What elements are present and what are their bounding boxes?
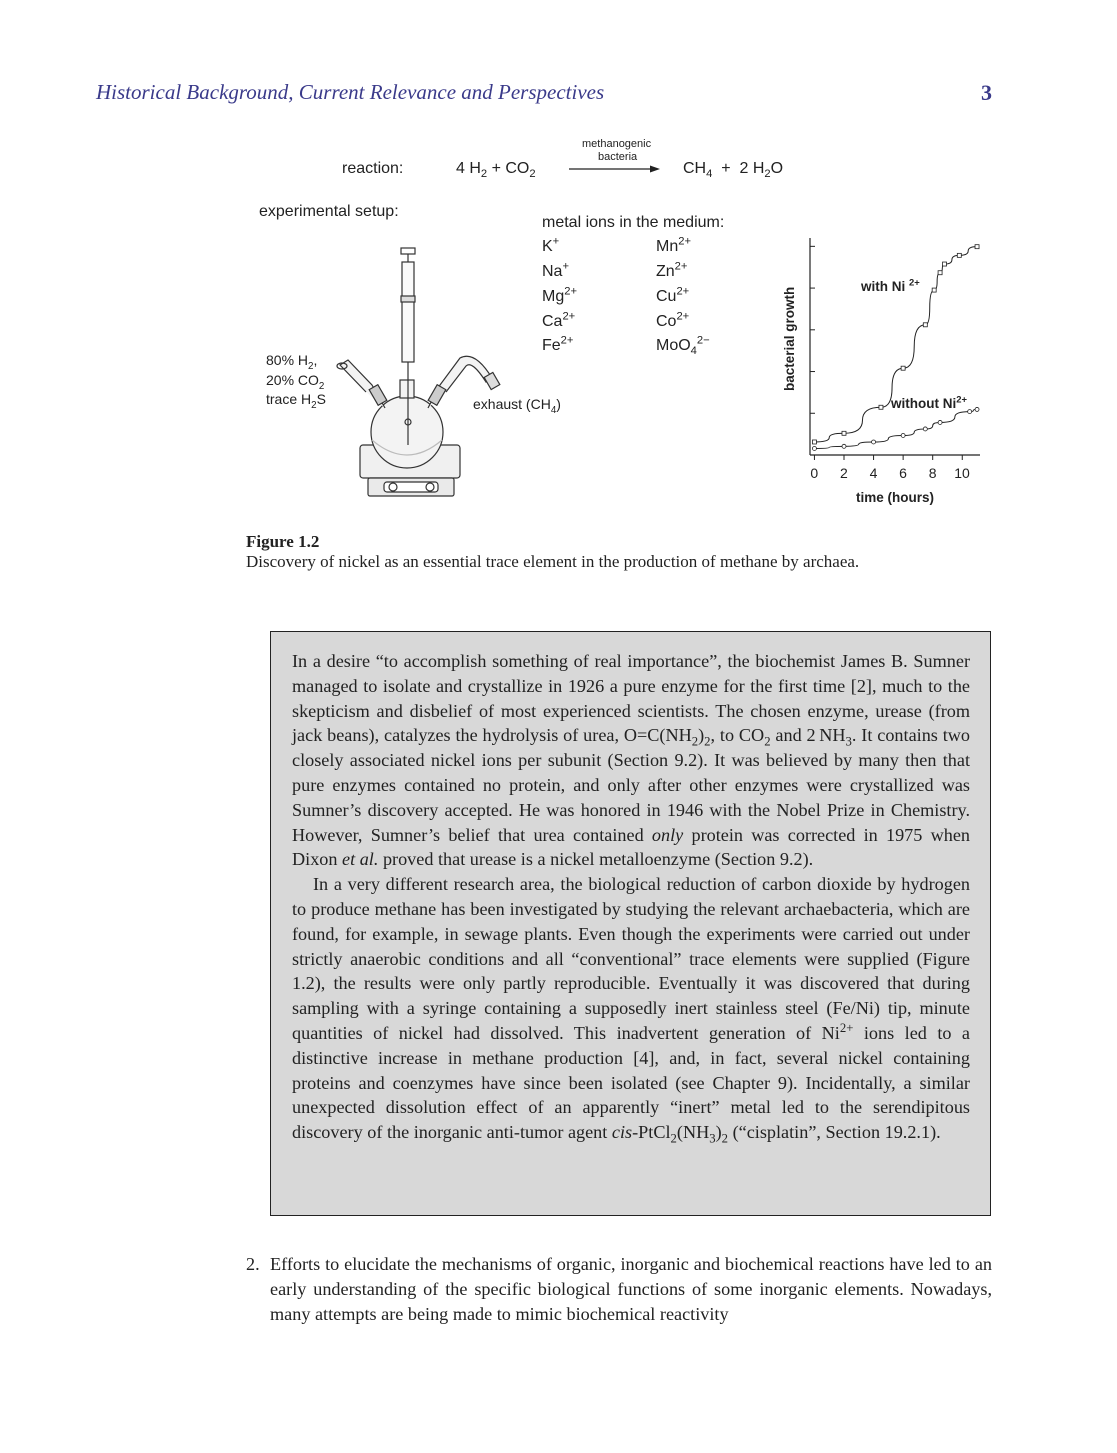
reaction-label: reaction:: [342, 160, 404, 177]
metal-ion-moo4: MoO$_4^{2-}$: [656, 334, 710, 358]
chart-point: [923, 323, 927, 327]
running-title: Historical Background, Current Relevance and Perspectives: [96, 80, 605, 104]
setup-label: experimental setup:: [259, 203, 399, 220]
metal-ion-zn: $Zn^{2+}$: [656, 260, 688, 280]
list-item-2: [246, 1252, 992, 1326]
apparatus-illustration: [337, 248, 500, 496]
chart-point: [812, 446, 816, 450]
chart-point: [901, 366, 905, 370]
gas-label-h2s: trace $H_2S$: [266, 391, 326, 411]
metal-ions-heading: metal ions in the medium:: [542, 214, 725, 231]
chart-point: [938, 271, 942, 275]
series-label-without-ni: without $Ni^{2+}$: [891, 394, 967, 411]
chart-point: [943, 262, 947, 266]
chart-point: [872, 440, 876, 444]
chart-point: [968, 410, 972, 414]
box-paragraph-2: In a very different research area, the biological reduction of carbon dioxide by hydrogen to produce methane has been investigated by studying the relevant archaebacteria, which are found, for example, in sewage plants. Even though the experiments were carried out under strictly anaerobic conditions and all “conventional” trace elements were supplied (Figure 1.2), the results were only partly reproducible. Eventually it was discovered that during sampling with a syringe containing a supposedly inert stainless steel (Fe/Ni) tip, minute quantities of nickel had dissolved. This inadvertent generation of $Ni^{2+}$ ions led to a distinctive increase in methane production [4], and, in fact, several nickel containing proteins and coenzymes have since been isolated (see Chapter 9). Incidentally, a similar unexpected dissolution effect of an apparently “inert” metal led to the serendipitous discovery of the inorganic anti-tumor agent cis-$PtCl_2(NH_3)_2$ (“cisplatin”, Section 19.2.1).: [292, 874, 970, 1146]
figure-caption-text: Discovery of nickel as an essential trace element in the production of methane by archaea.: [246, 552, 860, 571]
reactants-text: 4 $H_2 + CO_2$: [456, 160, 536, 181]
arrow-label-line1: methanogenic: [582, 138, 652, 150]
chart-x-tick-label: 10: [954, 465, 970, 481]
chart-series-line-1: [814, 409, 977, 448]
chart-point: [975, 245, 979, 249]
chart-point: [938, 420, 942, 424]
arrow-label-line2: bacteria: [598, 151, 638, 163]
chart-x-tick-label: 0: [810, 465, 819, 481]
series-label-with-ni: with Ni $^{2+}$: [861, 277, 920, 294]
chart-lines: [814, 247, 977, 449]
chart-point: [901, 433, 905, 437]
chart-series-line-0: [814, 247, 977, 442]
chart-ylabel: bacterial growth: [782, 286, 797, 391]
figure-drawing: [0, 0, 1117, 520]
sidebar-box-text: [292, 649, 970, 1145]
chart-x-tick-label: 8: [928, 465, 937, 481]
chart-point: [975, 407, 979, 411]
box-paragraph-1: In a desire “to accomplish something of real importance”, the biochemist James B. Sumner managed to isolate and crystallize in 1926 a pure enzyme for the first time [2], much to the skepticism and disbelief of most experienced scientists. The chosen enzyme, urease (from jack beans), catalyzes the hydrolysis of urea, $O=C(NH_2)_2$, to $CO_2$ and 2 $NH_3$. It contains two closely associated nickel ions per subunit (Section 9.2). It was believed by many then that pure enzymes contained no protein, and only after other enzymes were crystallized was Sumner’s discovery accepted. He was honored in 1946 with the Nobel Prize in Chemistry. However, Sumner’s belief that urea contained only protein was corrected in 1975 when Dixon et al. proved that urease is a nickel metalloenzyme (Section 9.2).: [292, 651, 970, 870]
metal-ion-na: Na+: [542, 260, 569, 280]
metal-ion-cu: $Cu^{2+}$: [656, 285, 690, 305]
metal-ion-co: $Co^{2+}$: [656, 310, 690, 330]
chart-x-tick-label: 2: [840, 465, 848, 481]
chart-point: [932, 288, 936, 292]
metal-ion-mn: $Mn^{2+}$: [656, 235, 691, 255]
metal-ion-k: K+: [542, 235, 560, 255]
metal-ion-mg: $Mg^{2+}$: [542, 285, 577, 305]
chart-point: [812, 440, 816, 444]
chart-point: [957, 253, 961, 257]
list-body: Efforts to elucidate the mechanisms of organic, inorganic and biochemical reactions have led to an early understanding of the specific biological functions of some inorganic elements. Nowadays, many attempts are being made to mimic biochemical reactivity: [270, 1254, 992, 1324]
chart-point: [842, 431, 846, 435]
chart-x-tick-label: 6: [899, 465, 907, 481]
gas-label-h2: 80% $H_2$,: [266, 352, 318, 372]
metal-ion-fe: $Fe^{2+}$: [542, 334, 574, 354]
chart-point: [879, 405, 883, 409]
page-number: 3: [981, 80, 992, 105]
chart-xlabel: time (hours): [856, 490, 935, 505]
chart-point: [923, 427, 927, 431]
metal-ion-ca: $Ca^{2+}$: [542, 310, 576, 330]
figure-caption-title: Figure 1.2: [246, 532, 320, 551]
products-text: $CH_4 + 2$ $H_2O$: [683, 160, 784, 181]
chart-axes: [810, 238, 980, 460]
chart-point: [842, 444, 846, 448]
reaction-arrow: [569, 166, 660, 173]
sidebar-box: [270, 631, 991, 1216]
gas-label-co2: 20% $CO_2$: [266, 372, 325, 392]
list-number: 2.: [246, 1254, 260, 1274]
exhaust-label: exhaust $(CH_4)$: [473, 396, 561, 416]
chart-x-tick-label: 4: [869, 465, 878, 481]
